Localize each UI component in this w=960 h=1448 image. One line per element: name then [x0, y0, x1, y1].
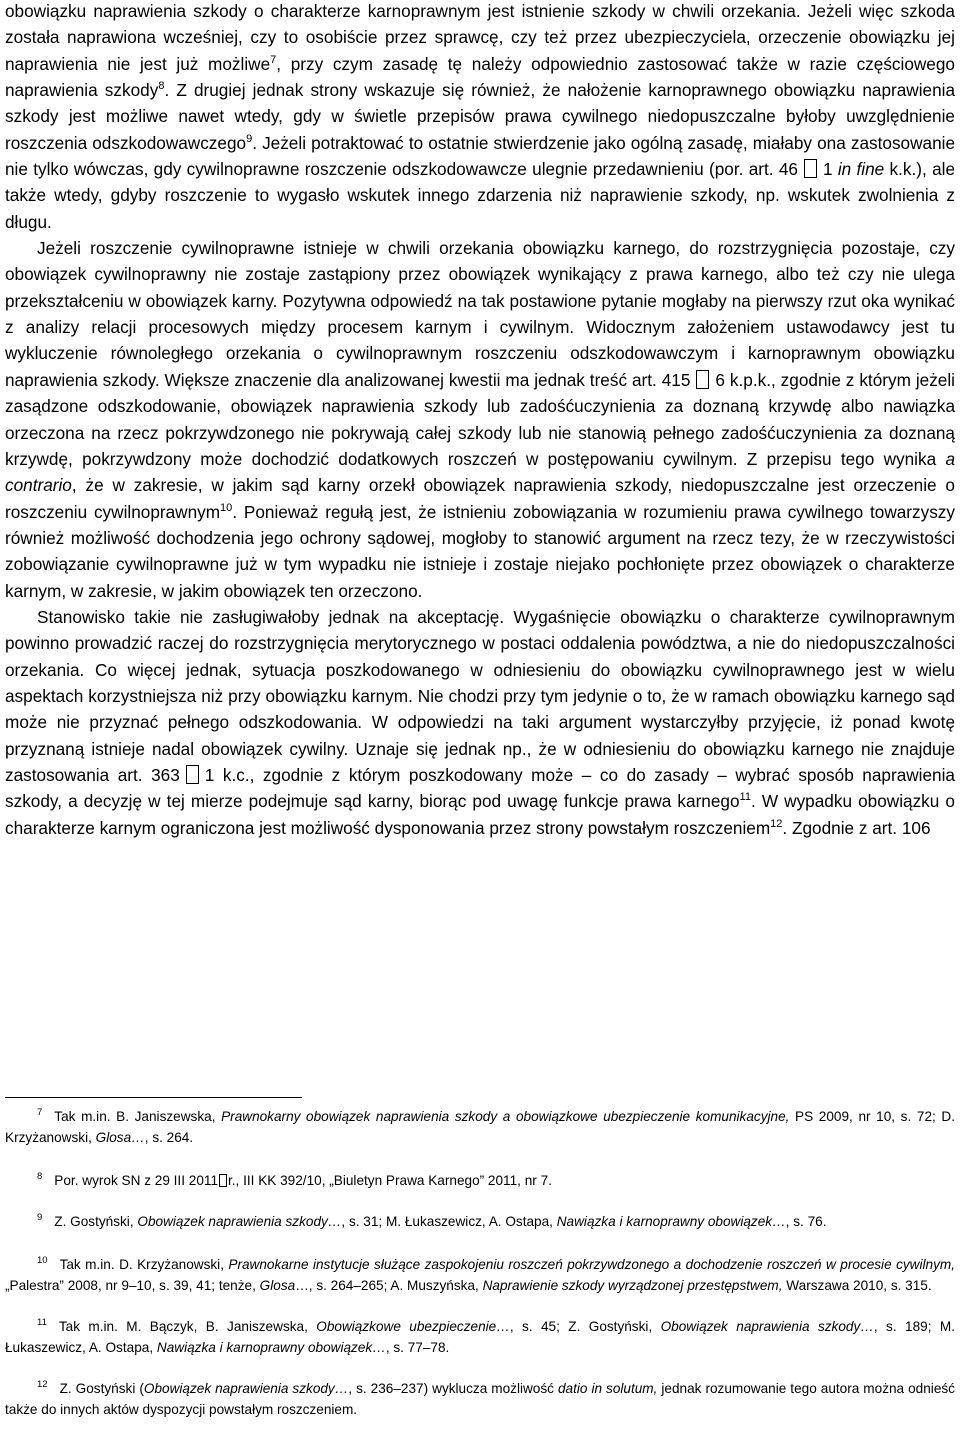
text-segment: . W wypadku obowiązku o charakterze karnym ograniczona jest możliwość dysponowania przez strony powstałym roszczeniem: [5, 791, 955, 838]
footnote-text: Tak m.in. B. Janiszewska,: [54, 1109, 222, 1124]
text-segment: , że w zakresie, w jakim sąd karny orzekł obowiązek naprawienia szkody, niedopuszczalne jest orzeczenie o roszczeniu cywilnoprawnym: [5, 475, 955, 522]
text-segment: Stanowisko takie nie zasługiwałoby jednak na akceptację. Wygaśnięcie obowiązku o charakterze cywilnoprawnym powinno prowadzić raczej do rozstrzygnięcia merytorycznego w postaci oddalenia powództwa, a nie do niedopuszczalności orzekania. Co więcej jednak, sytuacja poszkodowanego w odniesieniu do obowiązku cywilnoprawnego jest w wielu aspektach korzystniejsza niż przy obowiązku karnym. Nie chodzi przy tym jedynie o to, że w ramach obowiązku karnego sąd może nie przyznać pełnego odszkodowania. W odpowiedzi na taki argument wystarczyłby przyjęcie, iż ponad kwotę przyznaną istnieje nadal obowiązek cywilny. Uznaje się jednak np., że w odniesieniu do obowiązku karnego nie znajduje zastosowania art. 363: [5, 606, 955, 785]
footnote-10: 10 Tak m.in. D. Krzyżanowski, Prawnokarne instytucje służące zaspokojeniu roszczeń pokrzywdzonego a dochodzenie roszczeń w procesie cywilnym, „Palestra” 2008, nr 9–10, s. 39, 41; tenże, Glosa…, s. 264–265; A. Muszyńska, Naprawienie szkody wyrządzonej przestępstwem, Warszawa 2010, s. 315.: [5, 1255, 955, 1293]
text-segment: . Z drugiej jednak strony wskazuje się również, że nałożenie karnoprawnego obowiązku naprawienia szkody jest możliwe nawet wtedy, gdy w świetle przepisów prawa cywilnego niedopuszczalne byłoby uwzględnienie roszczenia odszkodowawczego: [5, 80, 956, 153]
body-paragraph-2: [5, 235, 955, 604]
footnote-text: , s. 45; Z. Gostyński,: [509, 1319, 661, 1334]
footnote-9: 9 Z. Gostyński, Obowiązek naprawienia szkody…, s. 31; M. Łukaszewicz, A. Ostapa, Nawiązka i karnoprawny obowiązek…, s. 76.: [37, 1212, 827, 1229]
footnote-text-italic: Naprawienie szkody wyrządzonej przestępstwem,: [482, 1278, 783, 1293]
footnote-12: 12 Z. Gostyński (Obowiązek naprawienia szkody…, s. 236–237) wyklucza możliwość datio in solutum, jednak rozumowanie tego autora można odnieść także do innych aktów dyspozycji powstałym roszczeniem.: [5, 1379, 955, 1417]
footnote-separator: [5, 1097, 302, 1098]
footnote-11: 11 Tak m.in. M. Bączyk, B. Janiszewska, Obowiązkowe ubezpieczenie…, s. 45; Z. Gostyński, Obowiązek naprawienia szkody…, s. 189; M. Łukaszewicz, A. Ostapa, Nawiązka i karnoprawny obowiązek…, s. 77–78.: [5, 1317, 955, 1355]
footnote-text: , s. 236–237) wyklucza możliwość: [348, 1381, 558, 1396]
footnote-text-italic: Obowiązek naprawienia szkody…: [137, 1214, 342, 1229]
footnote-text-italic: Obowiązkowe ubezpieczenie…: [316, 1319, 510, 1334]
footnote-ref-11[interactable]: 11: [739, 791, 751, 804]
footnote-text-italic: Obowiązek naprawienia szkody…: [660, 1319, 874, 1334]
body-paragraph-1: [5, 0, 955, 235]
footnote-ref-8[interactable]: 8: [158, 80, 165, 93]
text-segment-italic: a contrario: [5, 448, 955, 496]
footnote-text: Tak m.in. M. Bączyk, B. Janiszewska,: [58, 1319, 317, 1334]
text-segment: 6 k.p.k., zgodnie z którym jeżeli zasądzone odszkodowanie, obowiązek naprawienia szkody lub zadośćuczynienia za doznaną krzywdę albo nawiązka orzeczona na rzecz pokrzywdzonego nie pokrywają całej szkody lub nie stanowią pełnego zadośćuczynienia za doznaną krzywdę, pokrzywdzony może dochodzić dodatkowych roszczeń w postępowaniu cywilnym. Z przepisu tego wynika: [5, 369, 955, 469]
section-sign-box-icon: [696, 370, 709, 389]
footnote-text: Warszawa 2010, s. 315.: [782, 1278, 932, 1293]
text-segment: k.k.), ale także wtedy, gdyby roszczenie to wygasło wskutek innego zdarzenia niż naprawienie szkody, np. wskutek zwolnienia z długu.: [5, 159, 956, 232]
footnote-text-italic: Obowiązek naprawienia szkody…: [143, 1381, 349, 1396]
footnote-text-italic: Glosa: [259, 1278, 296, 1293]
text-segment: , przy czym zasadę tę należy odpowiednio zastosować także w razie częściowego naprawienia szkody: [5, 53, 955, 101]
footnote-text: , s. 31; M. Łukaszewicz, A. Ostapa,: [341, 1214, 557, 1229]
footnote-text-italic: Prawnokarny obowiązek naprawienia szkody a obowiązkowe ubezpieczenie komunikacyjne,: [221, 1109, 790, 1124]
footnote-ref-9[interactable]: 9: [246, 132, 253, 145]
document-page: [5, 0, 955, 841]
footnote-text: , s. 264.: [144, 1130, 194, 1145]
text-segment: Jeżeli roszczenie cywilnoprawne istnieje w chwili orzekania obowiązku karnego, do rozstrzygnięcia pozostaje, czy obowiązek cywilnoprawny nie zostaje zastąpiony przez obowiązek wynikający z prawa karnego, albo też czy nie ulega przekształceniu w obowiązek karny. Pozytywna odpowiedź na tak postawione pytanie mogłaby na pierwszy rzut oka wynikać z analizy relacji procesowych między procesem karnym i cywilnym. Widocznym założeniem ustawodawcy jest tu wykluczenie równoległego orzekania o cywilnoprawnym roszczeniu odszkodowawczym i karnoprawnym obowiązku naprawienia szkody. Większe znaczenie dla analizowanej kwestii ma jednak treść art. 415: [5, 238, 955, 390]
body-paragraph-3: [5, 604, 955, 841]
section-sign-box-icon: [804, 159, 817, 178]
footnote-text: Z. Gostyński,: [54, 1214, 138, 1229]
footnote-text: , s. 189; M. Łukaszewicz, A. Ostapa,: [5, 1319, 955, 1355]
footnote-text-italic: datio in solutum,: [557, 1381, 658, 1396]
text-segment: . Jeżeli potraktować to ostatnie stwierdzenie jako ogólną zasadę, miałaby ona zastosowanie nie tylko wówczas, gdy cywilnoprawne roszczenie odszkodowawcze ulegnie przedawnieniu (por. art. 46: [5, 132, 955, 180]
footnote-8: 8 Por. wyrok SN z 29 III 2011 r., III KK 392/10, „Biuletyn Prawa Karnego” 2011, nr 7.: [37, 1171, 552, 1188]
footnote-ref-10[interactable]: 10: [220, 501, 233, 514]
footnote-text: Tak m.in. D. Krzyżanowski,: [59, 1257, 229, 1272]
section-sign-box-icon: [186, 765, 199, 784]
footnote-ref-7[interactable]: 7: [270, 53, 277, 66]
footnote-text: , s. 76.: [785, 1214, 827, 1229]
text-segment: 1: [822, 159, 833, 180]
footnote-text: jednak rozumowanie tego autora można odnieść także do innych aktów dyspozycji powstałym roszczeniem.: [5, 1381, 955, 1417]
text-segment: . Zgodnie z art. 106: [782, 817, 931, 838]
footnote-text: Por. wyrok SN z 29 III 2011: [54, 1173, 218, 1188]
footnote-text: …, s. 264–265; A. Muszyńska,: [295, 1278, 483, 1293]
footnote-text-italic: Nawiązka i karnoprawny obowiązek…: [156, 1340, 386, 1355]
text-segment: obowiązku naprawienia szkody o charakterze karnoprawnym jest istnienie szkody w chwili orzekania. Jeżeli więc szkoda została naprawiona wcześniej, czy to osobiście przez sprawcę, czy też przez ubezpieczyciela, orzeczenie obowiązku jej naprawienia nie jest już możliwe: [5, 1, 955, 74]
footnotes-section: [5, 1106, 955, 1420]
footnote-text: Z. Gostyński (: [59, 1381, 144, 1396]
footnote-ref-12[interactable]: 12: [770, 817, 783, 830]
footnote-text-italic: Prawnokarne instytucje służące zaspokojeniu roszczeń pokrzywdzonego a dochodzenie roszczeń w procesie cywilnym,: [228, 1257, 955, 1272]
missing-glyph-box-icon: [219, 1174, 227, 1187]
footnote-text: PS 2009, nr 10, s. 72; D. Krzyżanowski,: [5, 1109, 955, 1145]
footnote-7: 7 Tak m.in. B. Janiszewska, Prawnokarny obowiązek naprawienia szkody a obowiązkowe ubezpieczenie komunikacyjne, PS 2009, nr 10, s. 72; D. Krzyżanowski, Glosa…, s. 264.: [5, 1107, 955, 1145]
footnote-text: „Palestra” 2008, nr 9–10, s. 39, 41; tenże,: [5, 1278, 260, 1293]
footnote-text: , s. 77–78.: [385, 1340, 450, 1355]
text-segment-italic: in fine: [837, 159, 885, 180]
footnote-text: r., III KK 392/10, „Biuletyn Prawa Karnego” 2011, nr 7.: [228, 1173, 552, 1188]
text-segment: . Ponieważ regułą jest, że istnieniu zobowiązania w rozumieniu prawa cywilnego towarzyszy również możliwość dochodzenia jego ochrony sądowej, mogłoby to stanowić argument na rzecz tezy, że w rzeczywistości zobowiązanie cywilnoprawne już w tym wypadku nie istnieje i zostaje niejako pochłonięte przez obowiązek o charakterze karnym, w zakresie, w jakim obowiązek ten orzeczono.: [5, 501, 955, 601]
footnote-text-italic: Glosa…: [95, 1130, 145, 1145]
text-segment: 1 k.c., zgodnie z którym poszkodowany może – co do zasady – wybrać sposób naprawienia szkody, a decyzję w tej mierze podejmuje sąd karny, biorąc pod uwagę funkcje prawa karnego: [5, 764, 955, 812]
footnote-text-italic: Nawiązka i karnoprawny obowiązek…: [556, 1214, 786, 1229]
